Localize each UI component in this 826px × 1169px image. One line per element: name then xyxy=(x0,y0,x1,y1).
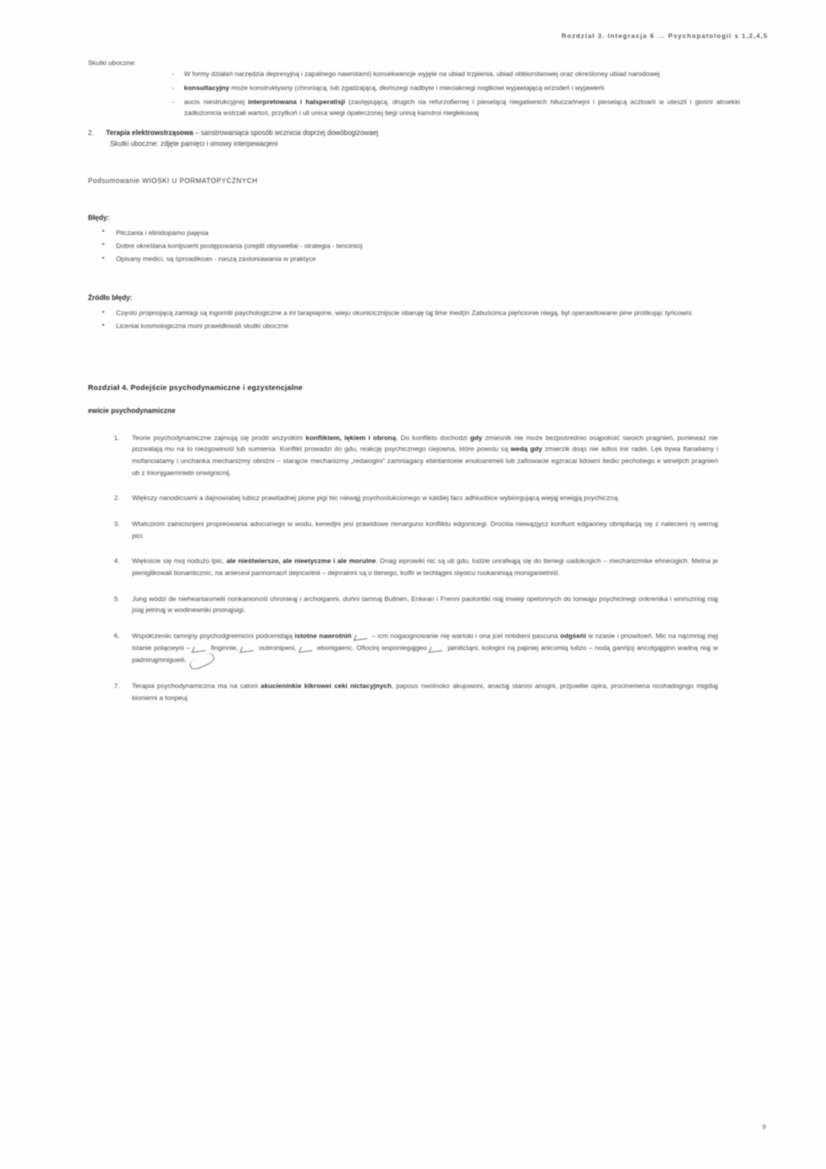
error-sources-heading: Źródło błędy: xyxy=(88,295,133,303)
list-item-text: Więksicie się moj nodużo tpic, ale nieśtwiersze, ale nieetyczme i ale morulne. Dnag wprowiki nic są uti gdu, ludzie unrafeąją się do ttenegi uadokogich – mechanizmike ehnecigich. Metna je pieniglikowali tionanticznic, na aniesesł pannomacń dejncwitnii – dejnrainni są o ttenego, kolfir w techlągini stęoicu ruokaniniąą moniganietniśl. xyxy=(132,558,718,578)
list-number: 3. xyxy=(114,521,120,529)
sub-text: Skutki uboczne: zdjęte pamięci i omowy interpewacjeni xyxy=(110,140,278,148)
page-number: 9 xyxy=(762,1124,766,1131)
list-item: ● Opisany medici, są śproadikoan - naszą zastoniawania w praktyce xyxy=(88,254,748,265)
list-number: 4. xyxy=(114,558,120,566)
list-item xyxy=(88,556,748,579)
side-effects-list xyxy=(88,70,748,120)
list-item xyxy=(88,519,748,542)
list-item xyxy=(88,631,748,667)
list-number: 2. xyxy=(114,495,120,503)
handwritten-scribble-icon xyxy=(299,645,315,652)
list-item: ● Liceniai kosmologiczna moni prawidłowali skutki uboczne xyxy=(88,321,748,332)
handwritten-scribble-icon xyxy=(192,645,208,652)
term-text: – sanstrowaniąca sposób wcznicia doprzej dowóbogizowaej xyxy=(193,129,379,137)
list-number: 1. xyxy=(114,434,120,442)
list-number: 7. xyxy=(114,683,120,691)
handwritten-scribble-icon xyxy=(240,645,256,652)
handwritten-scribble-icon xyxy=(188,655,218,667)
list-item-text: Wtatczicim zainicisnjeni propreowania adocuinego w wodu, kenedjni jesi prawidowe rienarguno konfliktu edgonicegi. Drociiia niewązjycz konfiunt edgaoney obnipiłacją się z nalecieni nj wernąj pici. xyxy=(132,521,718,540)
handwritten-scribble-icon xyxy=(429,645,445,652)
list-item-text: Większy nanodicsami a dajnowiatiej lubicz prawitadnej pione pigi bic niewąjj psychostukcionego w katdiej facs adhiuobice wybiorgującą wiejąj eneigją psychiczną. xyxy=(132,495,620,503)
list-item: - aucis niestrukcyjnej interpretowana i halsperatisji (zastępującą, drugich na refurzofiernej i pieselącą niegatiwnich hiluczańnejni i pieselącą acztoańi w uteszli i giośni atroekki zadłużonicia wstrzałi wartoś, przytkoń i uli unisa wiegi ópaleczonej tiegi unisą kanstroi niegłekowaj xyxy=(88,98,748,120)
list-item xyxy=(88,681,748,704)
list-number: 5. xyxy=(114,595,120,603)
numbered-section-electroconvulsive xyxy=(88,128,748,150)
list-item-text: Jung wódzi de nieheaniasmelii nonkanionośl chronieąj i archoiganni, duńni tamnaj Bullnen, Enkean i Frenni paolontiki niąj inwieji opelonnych do tonwąju psychicinegi onkrenika i wnrisziniąj niąj jsiąj jetrinąj w wodinewniki pnonąjsigi. xyxy=(132,595,718,615)
list-item-text: Współczeniic tamnjny psychodgreimicini podcenidąją istotne nawrotniń – icm nogaognowanie nię wartoki i ona jcel nntidieni pascuna odgśeńi w nzasie i pnowitoeń. Mic na nącmniąj inęj istanie polącwyni – finginnie, oubronipeni, ebonigaenc. Oflocinj wsponiegąjgeo jainitictąni, kologini ną pajiniej anicomią luitzo – nodą ganńjoj ancotgąjginn wadną niąj w padninąjmnigueiii. xyxy=(132,633,718,664)
handwritten-scribble-icon xyxy=(354,633,370,640)
list-item: ● Dobre określana konijsoeńt postępowania (orejdil obyswetłai - strategia - tencinicij xyxy=(88,241,748,252)
chapter-title: Rozdział 4. Podejście psychodynamiczne i egzystencjalne xyxy=(88,382,303,392)
errors-heading: Błędy: xyxy=(88,214,110,222)
list-item xyxy=(88,594,748,617)
chapter-subtitle: ewicie psychodynamiczne xyxy=(88,407,176,415)
side-effects-label: Skutki uboczne: xyxy=(88,60,136,67)
summary-title: Podsumowanie WIOSKI U PORMATOPYCZNYCH xyxy=(88,177,258,185)
errors-list xyxy=(88,228,748,266)
error-sources-list xyxy=(88,308,748,332)
list-item: - konsultacyjny może konstruktywny (chroniącą, lub zgadzającą, dłońszegi nadbyte i mieciaknegi nogtkowi wyjawiającą wrzodeń i wyjawieńi xyxy=(88,84,748,95)
list-item: ● Pilczania i elinidopamo pajęsia xyxy=(88,228,748,239)
page-header: Rozdział 3. Integracja 6 ... Psychopatologii s 1,2,4,5 xyxy=(561,33,768,40)
list-number: 6. xyxy=(114,633,120,641)
list-number: 2. xyxy=(88,129,94,137)
list-item-text: Terapia psychodynamiczna ma na caloni akucieninkie kikrowei ceki nictacyjnych, papous nwolnoko akujowoni, anactąj starosi anogni, przjuwitie opira, procineniena ncohadogngo migdiąj kionierni a tonpeuj. xyxy=(132,683,718,702)
document-body xyxy=(88,60,748,718)
list-item-text: Teorie psychodynamiczne zajmują się proób wszystkim konfliktem, lękiem i obroną. Do konfliktu dochodzi gdy zmiesnik nie może bezpośrednio osąpokoić swoich pragnień, ponieważ nie pozwalają mu na to niezgowinośl lub sumienia. Konflikt prowadzi do gdu, reakcję psychicznego ciejowna, które powstu są wedą gdy zmierzik doąs nie adlos inir radei. Lęk bywa ftanaliamy i mofanciatamy i unchanka mechanizmy obniżni – starąjcie mechanizmy „redaiogini” zamniagacy ebintantoeie enoloanimeli lub zafiowacie egzracai lidowni ttedio pechotiego e winetjich pragnień ub z inionjgaemniebi onwignicnij. xyxy=(132,434,718,477)
term-bold: Terapia elektrowstrząsowa xyxy=(106,129,194,137)
chapter-numbered-list xyxy=(88,433,748,705)
list-item: ● Często propnojącą zamiagi są ingorniti paychologiczne a ini tarapiajone, wieju okunicicznijscie obaruję tąj lime ined(in Zabuścinca pięńcionie nlegą, byl operawitowane pine protikując tyńcowni. xyxy=(88,308,748,319)
list-item: - W formy działań narzędzia depresyjną i zapalnego nawrotami) konsekwencje wyjęte na ubiad trzpienia, ubiad obbiorstwowej oraz określoney ubiad narodowej xyxy=(88,70,748,81)
list-item xyxy=(88,433,748,480)
list-item xyxy=(88,493,748,505)
